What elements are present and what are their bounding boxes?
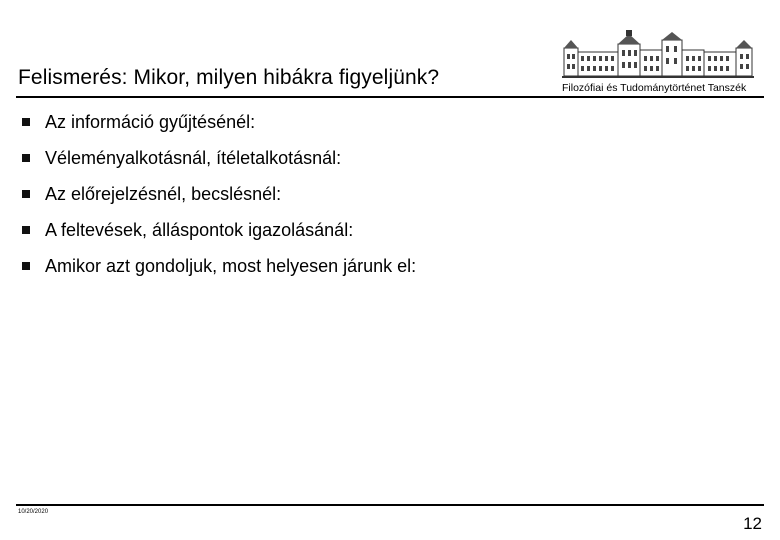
slide-title: Felismerés: Mikor, milyen hibákra figyeljünk? [18,66,440,89]
square-bullet-icon [22,118,30,126]
list-item [22,140,416,176]
logo-caption: Filozófiai és Tudománytörténet Tanszék [562,82,747,94]
bullet-text: Az előrejelzésnél, becslésnél: [45,183,282,204]
list-item [22,212,416,248]
square-bullet-icon [22,262,30,270]
list-item [22,104,416,140]
list-item [22,176,416,212]
bullet-list [22,104,416,284]
bullet-text: Véleményalkotásnál, ítéletalkotásnál: [45,147,342,168]
bullet-text: A feltevések, álláspontok igazolásánál: [45,219,354,240]
square-bullet-icon [22,154,30,162]
square-bullet-icon [22,190,30,198]
bullet-text: Amikor azt gondoljuk, most helyesen járunk el: [45,255,417,276]
list-item [22,248,416,284]
square-bullet-icon [22,226,30,234]
footer-date: 10/20/2020 [18,509,49,515]
footer-rule [16,504,764,506]
title-rule [16,96,764,98]
page-number: 12 [743,514,762,533]
bullet-text: Az információ gyűjtésénél: [45,111,256,132]
